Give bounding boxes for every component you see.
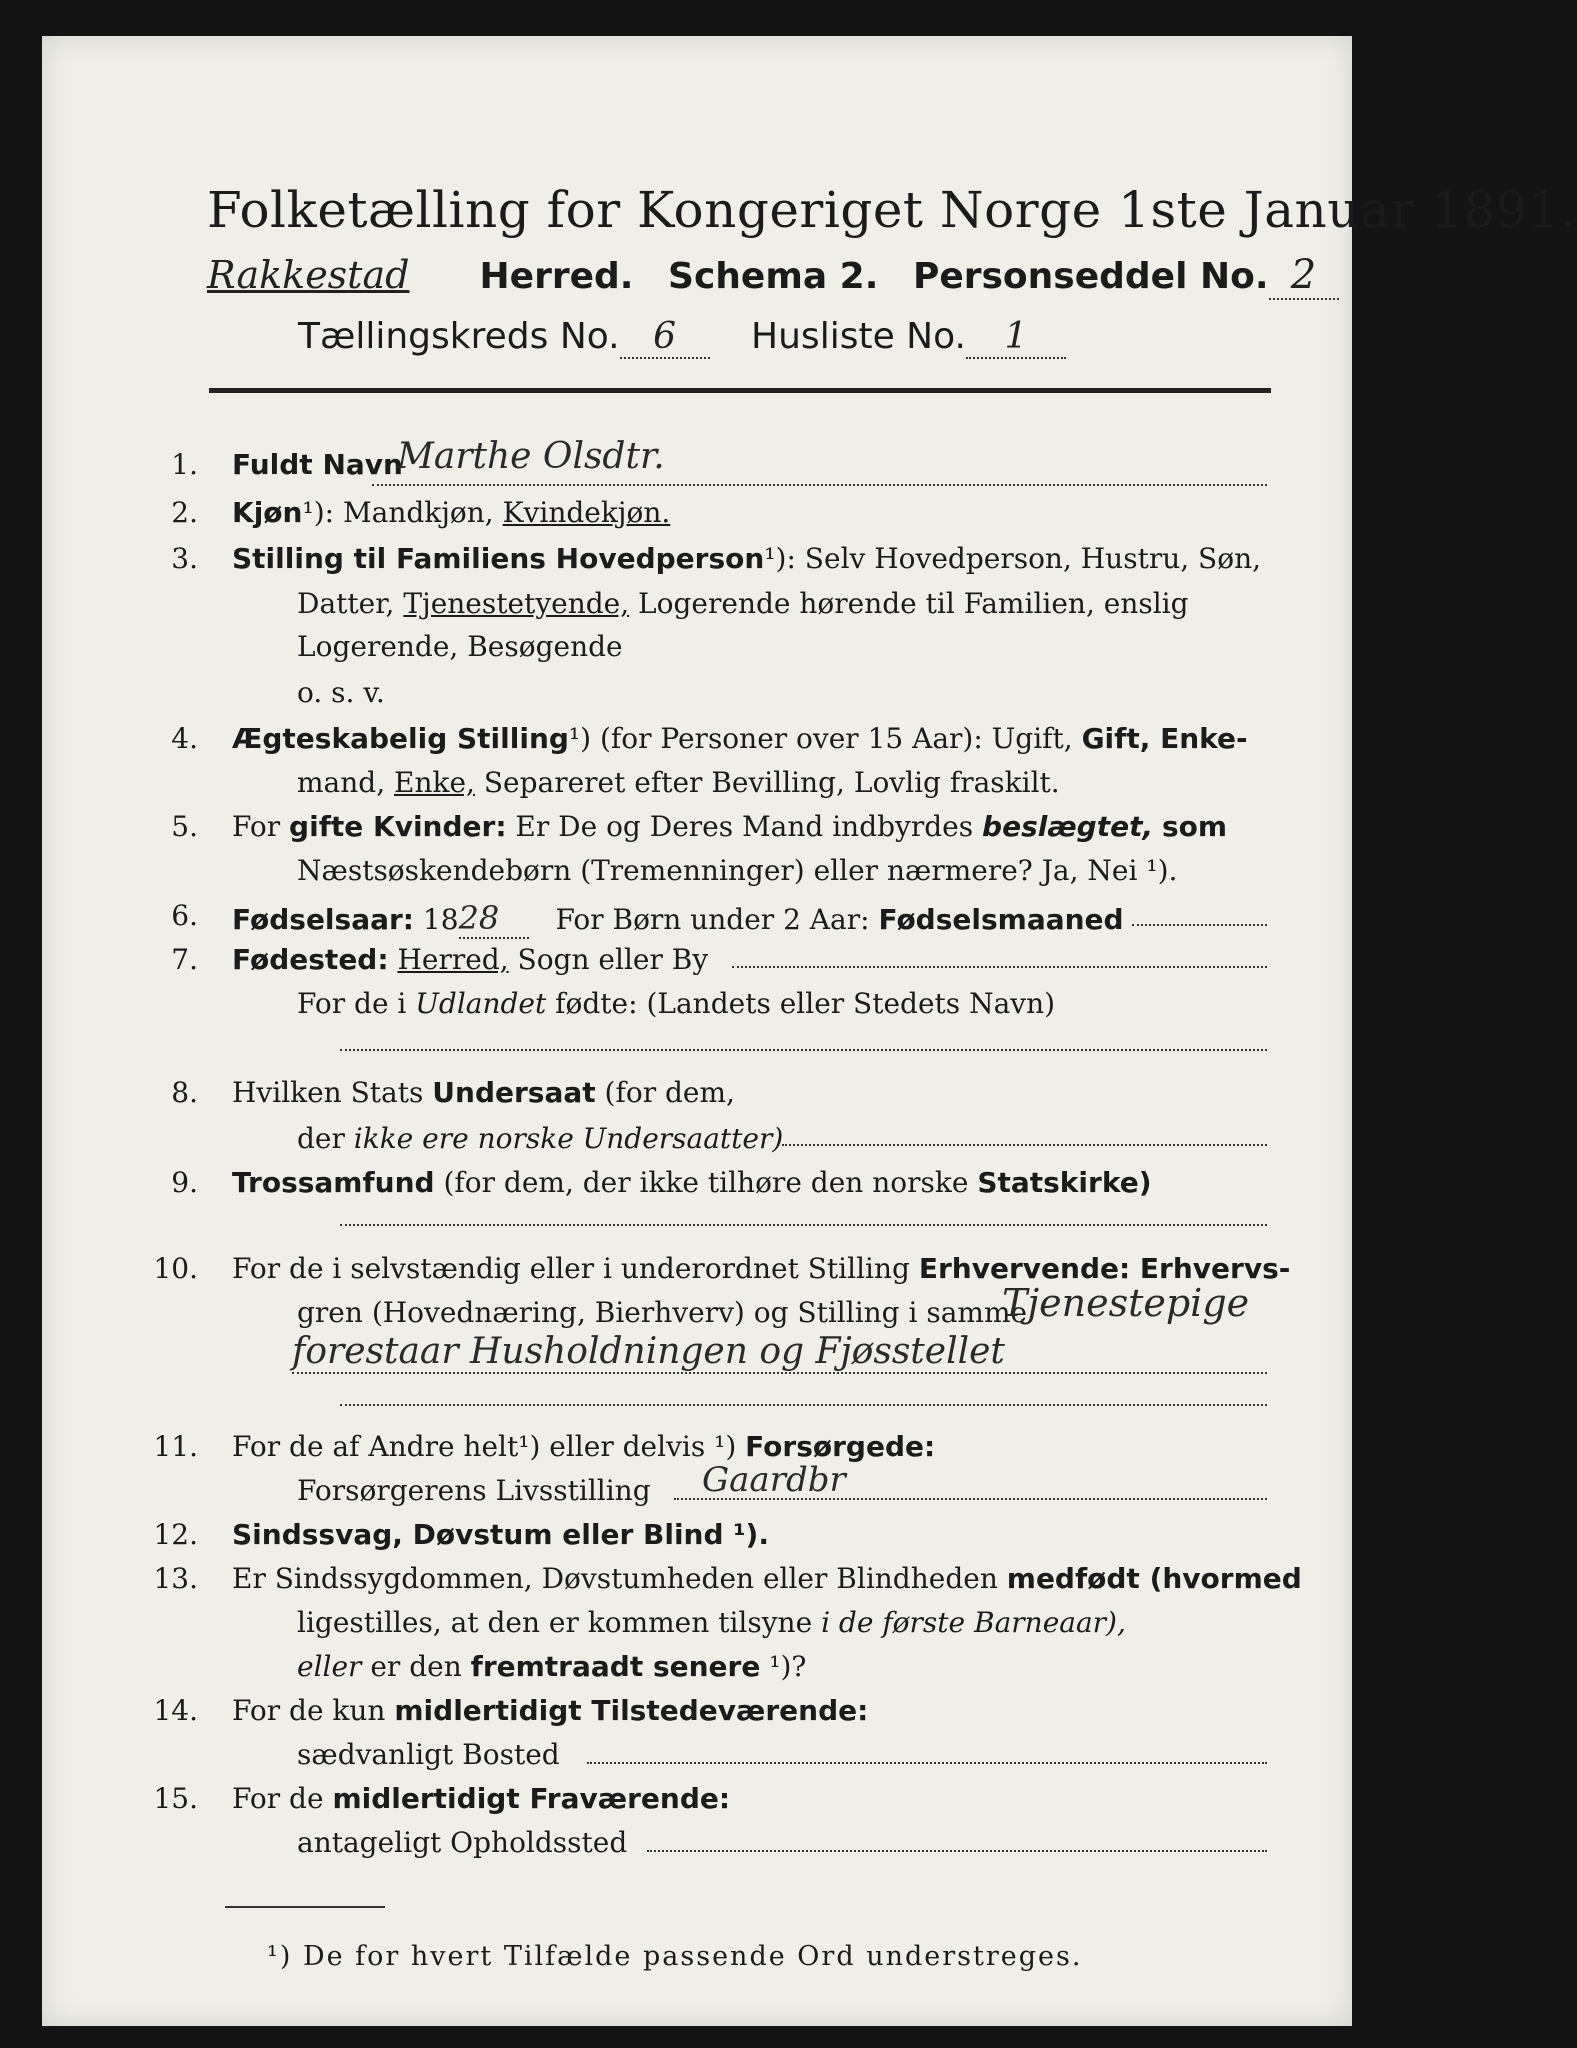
item-10-row-2: gren (Hovednæring, Bierhverv) og Stilling i samme — [297, 1296, 1028, 1329]
item-number-7: 7. — [171, 943, 198, 976]
q7-selected-option: Herred, — [397, 943, 509, 976]
schema-label: Schema 2. — [668, 256, 879, 297]
q11-label: Forsørgede: — [745, 1430, 936, 1463]
item-13-row-3 — [297, 1650, 806, 1683]
q9-statskirke: Statskirke) — [977, 1166, 1152, 1199]
q10-handwritten-description: forestaar Husholdningen og Fjøsstellet — [292, 1331, 1267, 1374]
q9-answer-line — [340, 1224, 1267, 1226]
q11-text: For de af Andre helt — [232, 1430, 519, 1463]
item-number-13: 13. — [153, 1562, 198, 1595]
q14-answer-line — [587, 1762, 1267, 1764]
q4-options: ¹) (for Personer over 15 Aar): Ugift, — [568, 722, 1073, 755]
kreds-row — [298, 316, 1066, 359]
form-title: Folketælling for Kongeriget Norge 1ste Januar 1891. — [207, 181, 1577, 239]
q1-label: Fuldt Navn — [232, 448, 403, 481]
herred-row — [207, 252, 1339, 300]
husliste-number: 1 — [966, 316, 1066, 359]
q6-label: Fødselsaar: — [232, 903, 414, 936]
item-6-row — [232, 899, 1124, 939]
q6-under-two: For Børn under 2 Aar: — [555, 903, 870, 936]
q13-footref: ¹)? — [769, 1650, 807, 1683]
q5-text: For — [232, 810, 281, 843]
q14-text: For de kun — [232, 1694, 386, 1727]
q11-answer-line — [674, 1498, 1267, 1500]
item-8-row-2 — [297, 1122, 783, 1155]
item-number-14: 14. — [153, 1694, 198, 1727]
q15-text: For de — [232, 1782, 324, 1815]
q7-foreign-line — [340, 1049, 1267, 1051]
q7-foreign-text: fødte: (Landets eller Stedets Navn) — [555, 987, 1056, 1020]
q6-month-label: Fødselsmaaned — [878, 903, 1124, 936]
item-3-row-3: Logerende, Besøgende — [297, 630, 623, 663]
item-5-row — [232, 810, 1227, 843]
item-number-6: 6. — [171, 899, 198, 932]
q7-options: Sogn eller By — [517, 943, 709, 976]
q8-der: der — [297, 1122, 345, 1155]
item-11-row — [232, 1430, 935, 1463]
q13-label: medfødt (hvormed — [1006, 1562, 1302, 1595]
item-3-row-4: o. s. v. — [297, 676, 385, 709]
q15-label: midlertidigt Fraværende: — [332, 1782, 731, 1815]
q4-option-separeret: Separeret efter Bevilling, Lovlig fraskilt. — [483, 766, 1060, 799]
q5-label: gifte Kvinder: — [289, 810, 507, 843]
personseddel-number: 2 — [1269, 252, 1339, 300]
q1-handwritten-name: Marthe Olsdtr. — [397, 436, 665, 477]
herred-label: Herred. — [479, 256, 634, 297]
item-3-row — [232, 542, 1261, 575]
item-3-row-2 — [297, 587, 1189, 620]
q7-answer-line — [732, 966, 1267, 968]
q4-options-bold: Gift, Enke- — [1081, 722, 1248, 755]
q9-text: (for dem, der ikke tilhøre den norske — [443, 1166, 969, 1199]
census-form-sheet — [42, 36, 1577, 2026]
husliste-label: Husliste No. — [751, 316, 966, 357]
q10-text: For de i selvstændig eller i underordnet Stilling — [232, 1252, 910, 1285]
q7-label: Fødested: — [232, 943, 389, 976]
item-number-5: 5. — [171, 810, 198, 843]
q13-ligestilles: ligestilles, at den er kommen tilsyne — [297, 1606, 813, 1639]
item-number-1: 1. — [171, 448, 198, 481]
item-9-row — [232, 1166, 1152, 1199]
item-number-10: 10. — [153, 1252, 198, 1285]
q10-answer-line — [340, 1404, 1267, 1406]
item-number-2: 2. — [171, 496, 198, 529]
item-14-row — [232, 1694, 868, 1727]
q6-century: 18 — [422, 903, 459, 936]
q2-options: ¹): Mandkjøn, — [302, 496, 494, 529]
item-2-row — [232, 496, 670, 529]
item-11-row-2: Forsørgerens Livsstilling — [297, 1474, 651, 1507]
personseddel-label: Personseddel No. — [912, 256, 1269, 297]
q8-text: Hvilken Stats — [232, 1076, 424, 1109]
footnote: ¹) De for hvert Tilfælde passende Ord understreges. — [267, 1941, 1083, 1972]
footnote-divider — [225, 1906, 385, 1908]
q3-selected-option: Tjenestetyende, — [403, 587, 630, 620]
q10-label: Erhvervende: Erhvervs- — [918, 1252, 1291, 1285]
item-13-row-2 — [297, 1606, 1126, 1639]
q14-label: midlertidigt Tilstedeværende: — [394, 1694, 869, 1727]
item-15-row — [232, 1782, 730, 1815]
item-5-row-2: Næstsøskendebørn (Tremenninger) eller nærmere? Ja, Nei ¹). — [297, 854, 1178, 887]
q6-month-line — [1132, 924, 1267, 926]
header-divider — [209, 388, 1271, 393]
item-7-row — [232, 943, 708, 976]
item-number-12: 12. — [153, 1518, 198, 1551]
q13-senere: fremtraadt senere — [470, 1650, 761, 1683]
q1-answer-line — [372, 484, 1267, 486]
herred-name: Rakkestad — [207, 253, 410, 297]
item-number-15: 15. — [153, 1782, 198, 1815]
item-15-row-2: antageligt Opholdssted — [297, 1826, 628, 1859]
item-12-row: Sindssvag, Døvstum eller Blind ¹). — [232, 1518, 769, 1551]
item-number-3: 3. — [171, 542, 198, 575]
q7-for-text: For de i — [297, 987, 407, 1020]
q5-question: Er De og Deres Mand indbyrdes — [515, 810, 974, 843]
q15-answer-line — [647, 1850, 1267, 1852]
q13-eller: eller — [297, 1650, 362, 1683]
q5-emphasis: beslægtet, — [982, 810, 1154, 843]
q3-options: ¹): Selv Hovedperson, Hustru, Søn, — [764, 542, 1262, 575]
q3-label: Stilling til Familiens Hovedperson — [232, 542, 765, 575]
item-1-row — [232, 448, 403, 481]
q11-delvis: ¹) eller delvis ¹) — [518, 1430, 737, 1463]
q2-selected-option: Kvindekjøn. — [502, 496, 671, 529]
q11-handwritten-provider: Gaardbr — [702, 1460, 846, 1500]
q8-label: Undersaat — [432, 1076, 596, 1109]
kreds-number: 6 — [620, 316, 710, 359]
q4-selected-option: Enke, — [394, 766, 475, 799]
q8-ikke-norske: ikke ere norske Undersaatter) — [353, 1122, 784, 1155]
q7-udlandet: Udlandet — [415, 987, 547, 1020]
q13-er-den: er den — [370, 1650, 462, 1683]
q2-label: Kjøn — [232, 496, 303, 529]
item-number-8: 8. — [171, 1076, 198, 1109]
q13-barneaar: i de første Barneaar), — [821, 1606, 1126, 1639]
q6-handwritten-year: 28 — [459, 899, 529, 939]
q10-handwritten-occupation: Tjenestepige — [1002, 1281, 1250, 1325]
item-8-row — [232, 1076, 735, 1109]
q4-label: Ægteskabelig Stilling — [232, 722, 569, 755]
q9-label: Trossamfund — [232, 1166, 435, 1199]
item-7-row-2 — [297, 987, 1055, 1020]
q8-answer-line — [782, 1144, 1267, 1146]
q3-option-logerende: Logerende hørende til Familien, enslig — [638, 587, 1189, 620]
item-4-row-2 — [297, 766, 1060, 799]
q4-option-mand: mand, — [297, 766, 386, 799]
item-number-11: 11. — [153, 1430, 198, 1463]
item-14-row-2: sædvanligt Bosted — [297, 1738, 560, 1771]
kreds-label: Tællingskreds No. — [298, 316, 620, 357]
q8-paren: (for dem, — [604, 1076, 735, 1109]
item-13-row — [232, 1562, 1302, 1595]
q5-som: som — [1162, 810, 1228, 843]
item-number-4: 4. — [171, 722, 198, 755]
q13-text: Er Sindssygdommen, Døvstumheden eller Blindheden — [232, 1562, 998, 1595]
q3-option-datter: Datter, — [297, 587, 395, 620]
item-4-row — [232, 722, 1248, 755]
item-number-9: 9. — [171, 1166, 198, 1199]
